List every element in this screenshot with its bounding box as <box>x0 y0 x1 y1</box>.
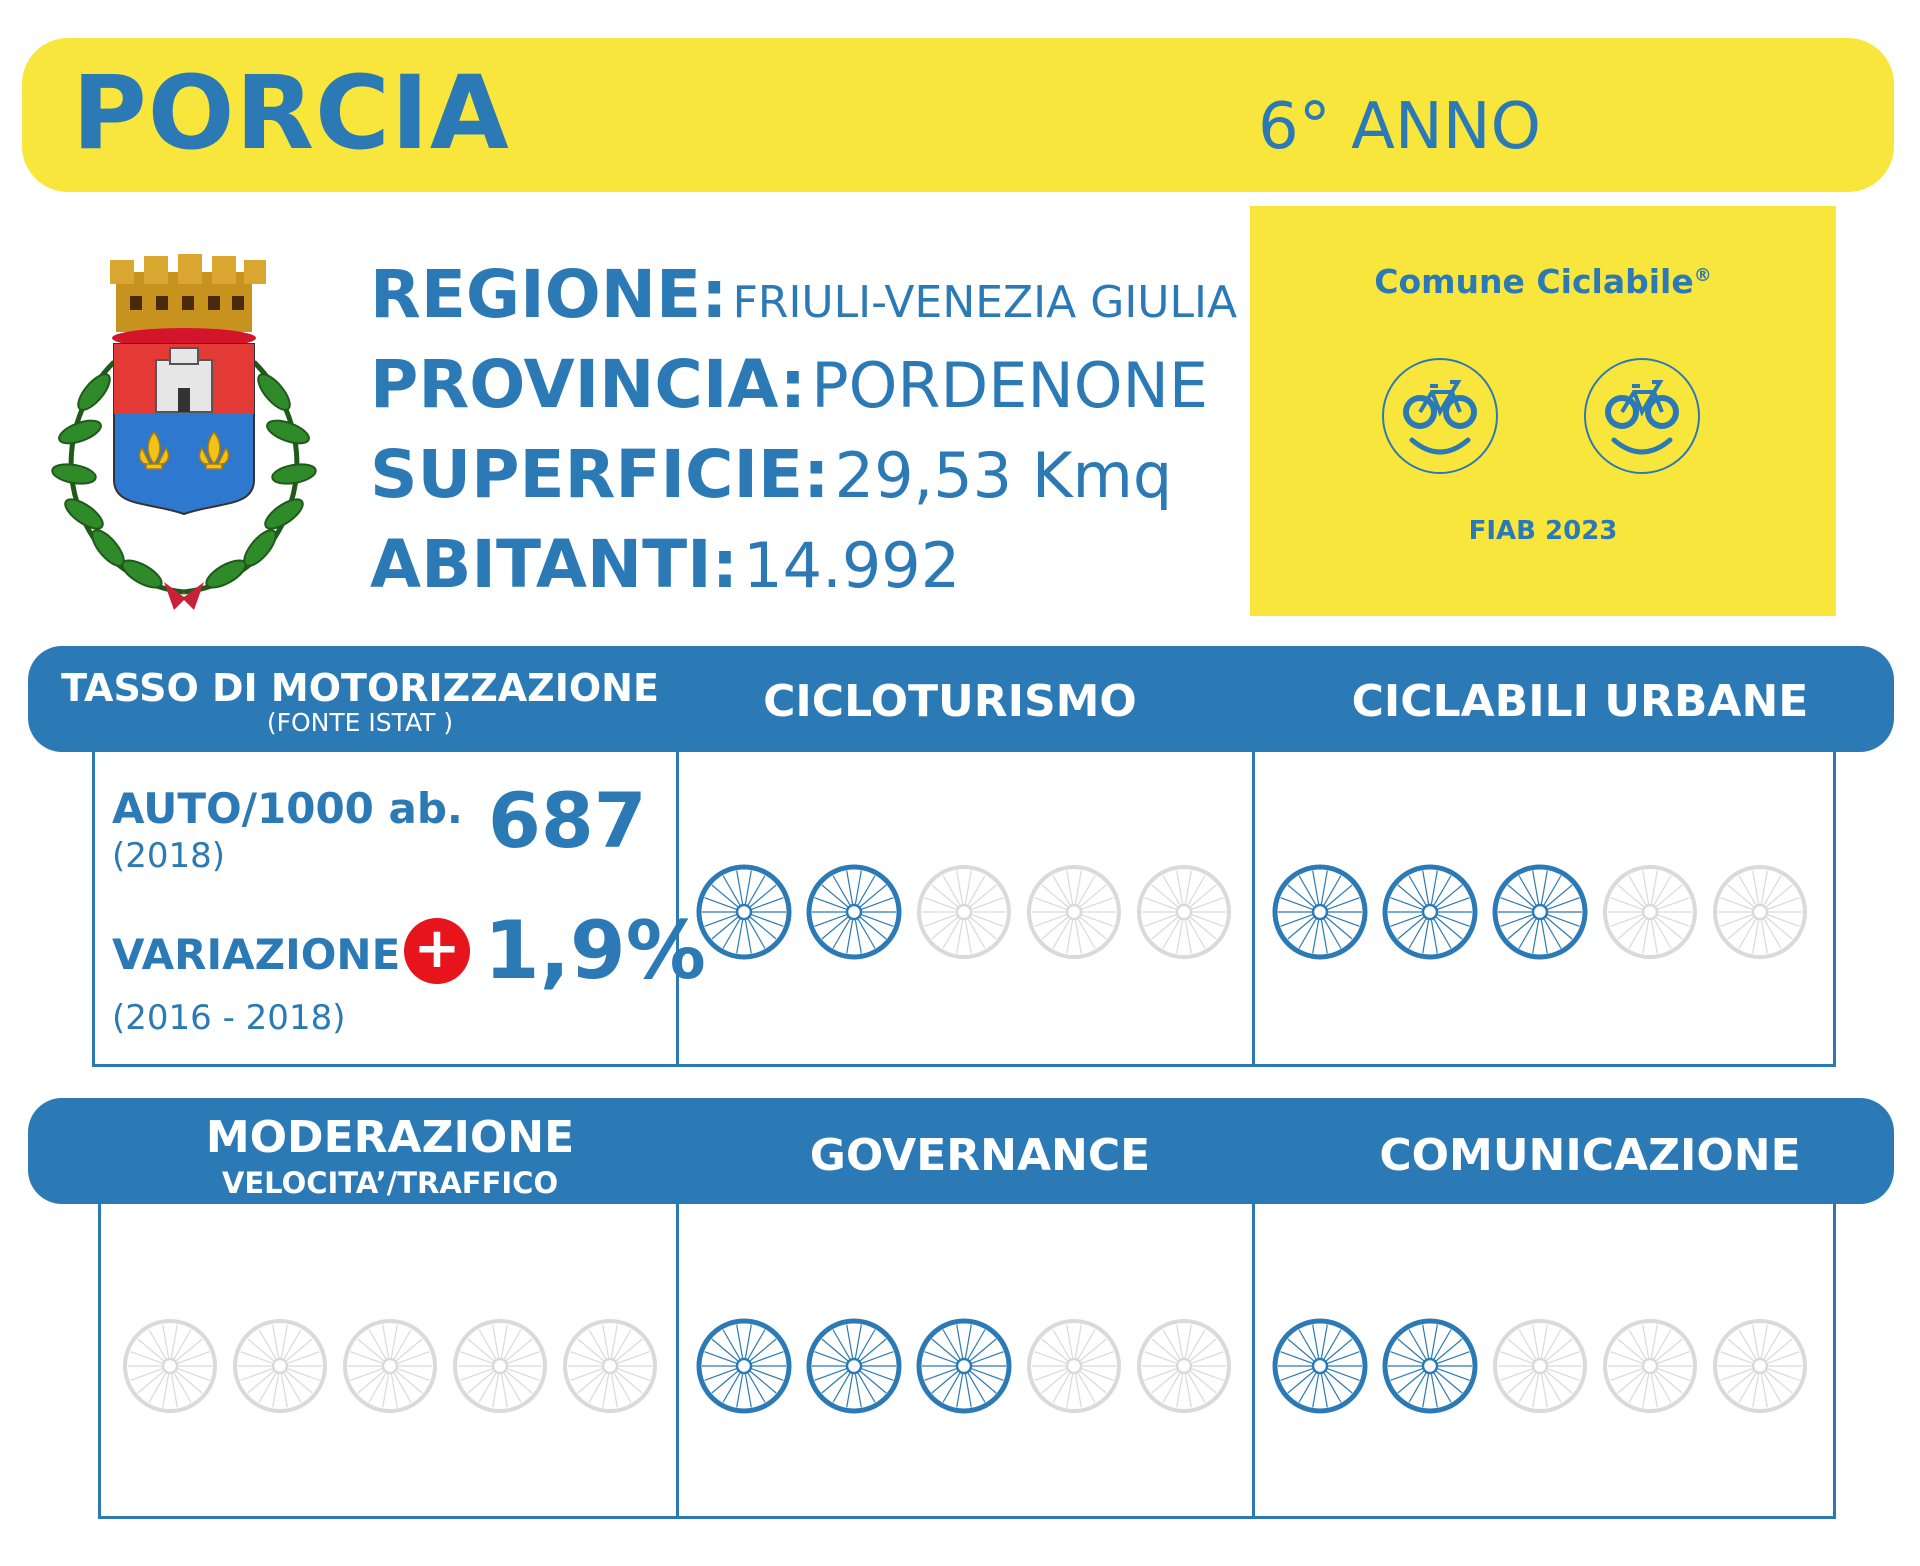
wheel-active-icon <box>914 1316 1014 1416</box>
wheel-active-icon <box>1380 862 1480 962</box>
wheel-active-icon <box>694 1316 794 1416</box>
wheel-inactive-icon <box>340 1316 440 1416</box>
divider <box>1252 1204 1255 1519</box>
bicycle-smile-icon <box>1380 356 1500 476</box>
wheel-inactive-icon <box>1134 1316 1234 1416</box>
auto-label: AUTO/1000 ab. <box>112 784 463 833</box>
wheel-inactive-icon <box>230 1316 330 1416</box>
wheel-inactive-icon <box>1134 862 1234 962</box>
rating-governance <box>694 1316 1234 1416</box>
col-subtitle-velocita: VELOCITA’/TRAFFICO <box>221 1166 559 1200</box>
variazione-label: VARIAZIONE <box>112 930 401 979</box>
rating-moderazione <box>120 1316 660 1416</box>
col-title-cicloturismo: CICLOTURISMO <box>763 676 1137 727</box>
wheel-inactive-icon <box>560 1316 660 1416</box>
wheel-inactive-icon <box>1024 862 1124 962</box>
info-superficie <box>370 436 1172 513</box>
col-title-ciclabili-urbane: CICLABILI URBANE <box>1351 676 1809 727</box>
wheel-inactive-icon <box>1710 1316 1810 1416</box>
comune-ciclabile-badge <box>1250 206 1836 616</box>
provincia-label: PROVINCIA: <box>370 346 807 423</box>
wheel-active-icon <box>1270 862 1370 962</box>
variazione-value: 1,9% <box>484 904 706 997</box>
wheel-active-icon <box>804 862 904 962</box>
rating-comunicazione <box>1270 1316 1810 1416</box>
wheel-active-icon <box>1490 862 1590 962</box>
abitanti-value: 14.992 <box>743 529 961 602</box>
wheel-active-icon <box>694 862 794 962</box>
col-title-moderazione: MODERAZIONE <box>205 1112 575 1163</box>
city-name: PORCIA <box>72 54 510 173</box>
wheel-inactive-icon <box>1710 862 1810 962</box>
wheel-inactive-icon <box>120 1316 220 1416</box>
variazione-period: (2016 - 2018) <box>112 998 346 1038</box>
wheel-inactive-icon <box>1600 862 1700 962</box>
col-subtitle-fonte: (FONTE ISTAT ) <box>266 708 454 737</box>
col-title-motorizzazione: TASSO DI MOTORIZZAZIONE <box>61 666 659 710</box>
edition-year: 6° ANNO <box>1258 90 1541 164</box>
rating-ciclabili-urbane <box>1270 862 1810 962</box>
auto-year: (2018) <box>112 836 226 876</box>
divider <box>1252 752 1255 1067</box>
superficie-label: SUPERFICIE: <box>370 436 830 513</box>
abitanti-label: ABITANTI: <box>370 526 739 603</box>
wheel-active-icon <box>1380 1316 1480 1416</box>
superficie-value: 29,53 Kmq <box>834 439 1173 512</box>
rating-cicloturismo <box>694 862 1234 962</box>
wheel-inactive-icon <box>1024 1316 1124 1416</box>
divider <box>676 1204 679 1519</box>
wheel-inactive-icon <box>914 862 1014 962</box>
coat-of-arms-icon <box>44 252 324 612</box>
badge-title: Comune Ciclabile® <box>1374 262 1712 301</box>
info-abitanti <box>370 526 960 603</box>
wheel-inactive-icon <box>1490 1316 1590 1416</box>
provincia-value: PORDENONE <box>811 349 1209 422</box>
col-title-comunicazione: COMUNICAZIONE <box>1379 1130 1801 1181</box>
auto-value: 687 <box>488 776 647 865</box>
wheel-inactive-icon <box>1600 1316 1700 1416</box>
wheel-inactive-icon <box>450 1316 550 1416</box>
bicycle-smile-icon <box>1582 356 1702 476</box>
regione-label: REGIONE: <box>370 256 728 333</box>
wheel-active-icon <box>1270 1316 1370 1416</box>
badge-footer: FIAB 2023 <box>1468 516 1618 546</box>
info-regione <box>370 256 1237 333</box>
plus-icon: + <box>404 918 470 984</box>
info-provincia <box>370 346 1208 423</box>
wheel-active-icon <box>804 1316 904 1416</box>
regione-value: FRIULI-VENEZIA GIULIA <box>732 277 1238 328</box>
col-title-governance: GOVERNANCE <box>809 1130 1151 1181</box>
